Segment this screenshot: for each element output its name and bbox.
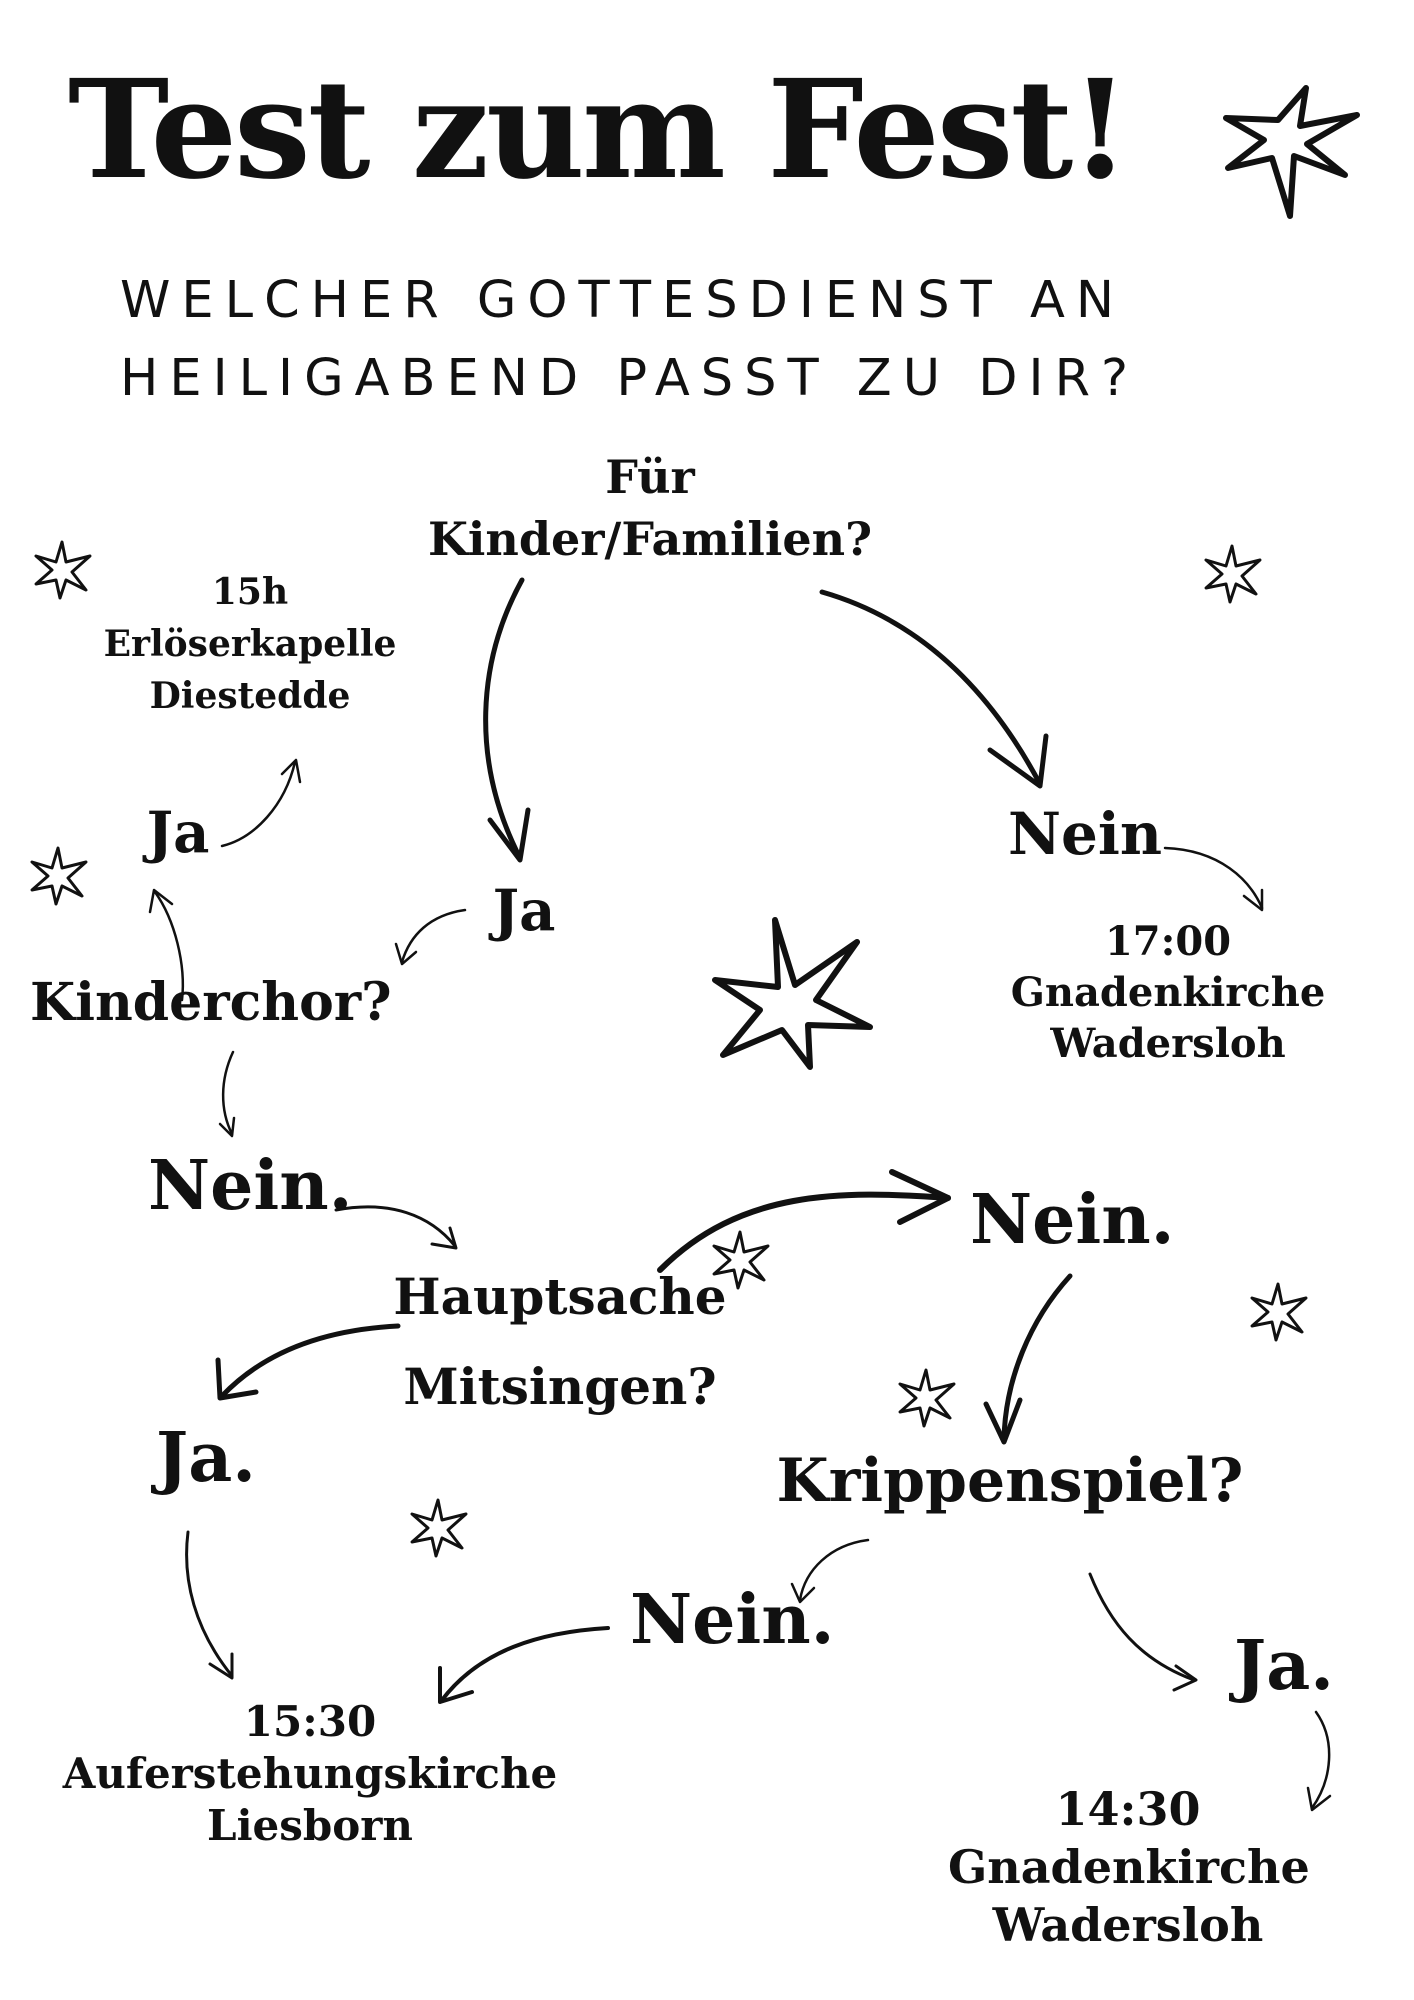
star-icon [1226,88,1357,216]
star-icon [1206,546,1260,602]
question-kinderchor: Kinderchor? [30,972,392,1033]
result-15h-erloeserkapelle [80,566,420,722]
question-kinder-familien [405,446,895,570]
answer-nein-1: Nein [1007,800,1163,868]
answer-ja-2: Ja [146,800,210,866]
result-15h-church: Erlöserkapelle [103,623,397,665]
result-1430-gnadenkirche [948,1780,1308,1954]
answer-nein-2: Nein. [148,1146,353,1226]
page-title: Test zum Fest! [68,50,1127,210]
result-15h-time: 15h [211,571,289,613]
question-mitsingen [390,1252,730,1432]
result-1700-place: Wadersloh [1050,1020,1286,1067]
question-mitsingen-line-1: Hauptsache [393,1267,727,1326]
arrow-to-1530 [187,1532,232,1676]
arrow-to-nein-1 [822,592,1040,784]
arrow-to-ja-1 [486,580,522,858]
star-icon [412,1500,466,1556]
star-icon [1252,1284,1306,1340]
subtitle-line-2: HEILIGABEND PASST ZU DIR? [120,349,1140,408]
arrow-to-1430 [1312,1712,1329,1808]
result-1530-auferstehungskirche [60,1696,560,1852]
result-1530-church: Auferstehungskirche [62,1749,558,1798]
answer-ja-3: Ja. [156,1418,256,1498]
arrow-to-15h [222,762,295,846]
result-1700-gnadenkirche [998,916,1338,1069]
result-15h-place: Diestedde [149,675,351,717]
arrow-to-mitsingen [336,1207,455,1246]
result-1700-church: Gnadenkirche [1010,969,1326,1016]
arrow-to-kinderchor [402,910,465,962]
arrow-to-1530-head [210,1654,232,1678]
star-icon [715,920,870,1067]
question-mitsingen-line-2: Mitsingen? [403,1357,717,1416]
question-kinder-line-1: Für [605,450,695,504]
subtitle-line-1: WELCHER GOTTESDIENST AN [120,271,1126,330]
arrow-to-1530-from-nein [442,1628,608,1700]
answer-nein-4: Nein. [630,1580,835,1660]
answer-ja-4: Ja. [1234,1626,1334,1706]
arrow-to-ja-3 [222,1326,398,1396]
result-1530-time: 15:30 [243,1697,377,1746]
answer-nein-3: Nein. [970,1180,1175,1260]
answer-ja-1: Ja [492,878,556,944]
arrow-to-nein-2 [223,1052,233,1134]
question-krippenspiel: Krippenspiel? [776,1446,1244,1516]
result-1430-time: 14:30 [1055,1782,1201,1836]
star-icon [32,848,86,904]
arrow-to-ja-4 [1090,1574,1194,1680]
result-1430-place: Wadersloh [992,1898,1264,1952]
result-1700-time: 17:00 [1104,918,1232,965]
question-kinder-line-2: Kinder/Familien? [427,512,873,566]
star-icon [900,1370,954,1426]
result-1530-place: Liesborn [207,1801,413,1850]
result-1430-church: Gnadenkirche [948,1840,1310,1894]
